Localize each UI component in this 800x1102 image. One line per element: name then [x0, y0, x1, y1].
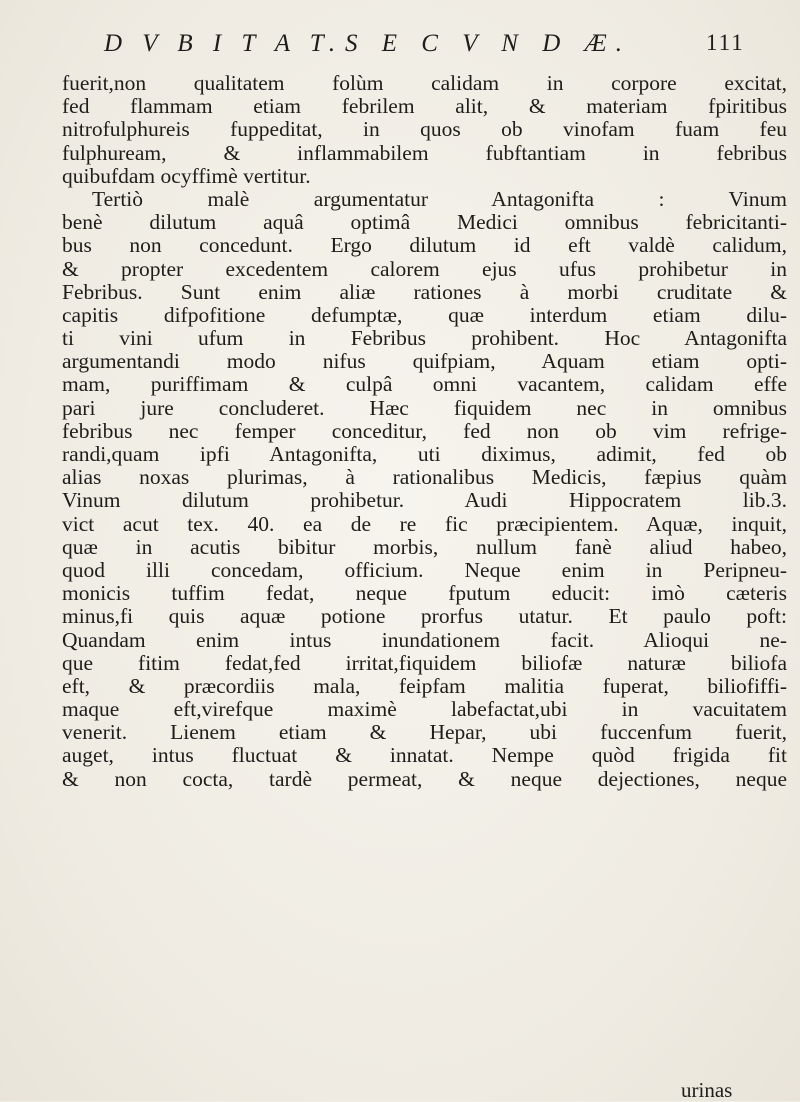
text-line: febribus nec femper conceditur, fed non ob vim refrige-: [62, 419, 787, 443]
text-line: fuerit,non qualitatem folùm calidam in corpore excitat,: [62, 72, 787, 95]
text-line: & propter excedentem calorem ejus ufus prohibetur in: [62, 257, 787, 281]
catchword: urinas: [681, 1078, 733, 1102]
text-line: capitis difpofitione defumptæ, quæ interdum etiam dilu-: [62, 303, 787, 327]
text-line: alias noxas plurimas, à rationalibus Medicis, fæpius quàm: [62, 466, 787, 490]
text-line: pari jure concluderet. Hæc fiquidem nec in omnibus: [62, 396, 787, 420]
text-line: quæ in acutis bibitur morbis, nullum fanè aliud habeo,: [62, 535, 787, 559]
running-head: [0, 30, 800, 64]
text-line: ti vini ufum in Febribus prohibent. Hoc Antagonifta: [62, 327, 787, 351]
text-line: Vinum dilutum prohibetur. Audi Hippocratem lib.3.: [62, 489, 787, 513]
text-line: quibufdam ocyffimè vertitur.: [62, 164, 311, 188]
text-line: auget, intus fluctuat & innatat. Nempe quòd frigida fit: [62, 744, 787, 768]
text-line: randi,quam ipfi Antagonifta, uti diximus, adimit, fed ob: [62, 443, 787, 466]
text-line: venerit. Lienem etiam & Hepar, ubi fuccenfum fuerit,: [62, 721, 787, 745]
running-head-right: S E C V N D Æ.: [345, 30, 631, 57]
text-line: monicis tuffim fedat, neque fputum educit: imò cæteris: [62, 582, 787, 606]
text-line: minus,fi quis aquæ potione prorfus utatur. Et paulo poft:: [62, 605, 787, 629]
text-line: benè dilutum aquâ optimâ Medici omnibus febricitanti-: [62, 211, 787, 235]
text-line: maque eft,virefque maximè labefactat,ubi in vacuitatem: [62, 698, 787, 722]
text-line: nitrofulphureis fuppeditat, in quos ob vinofam fuam feu: [62, 118, 787, 142]
text-line: Febribus. Sunt enim aliæ rationes à morbi cruditate &: [62, 280, 787, 304]
text-line: vict acut tex. 40. ea de re fic præcipientem. Aquæ, inquit,: [62, 512, 787, 536]
page-number: 111: [706, 30, 745, 55]
text-line: eft, & præcordiis mala, feipfam malitia fuperat, biliofiffi-: [62, 674, 787, 698]
text-line: fed flammam etiam febrilem alit, & materiam fpiritibus: [62, 95, 787, 119]
text-line: quod illi concedam, officium. Neque enim in Peripneu-: [62, 558, 787, 582]
text-line: mam, puriffimam & culpâ omni vacantem, calidam effe: [62, 373, 787, 397]
running-head-left: D V B I T A T.: [104, 30, 343, 57]
text-line: Quandam enim intus inundationem facit. Alioqui ne-: [62, 628, 787, 652]
text-line: argumentandi modo nifus quifpiam, Aquam etiam opti-: [62, 350, 787, 374]
text-line: & non cocta, tardè permeat, & neque dejectiones, neque: [62, 767, 787, 791]
body-text: [62, 72, 787, 791]
text-line: que fitim fedat,fed irritat,fiquidem biliofæ naturæ biliofa: [62, 651, 787, 675]
text-line: Tertiò malè argumentatur Antagonifta : Vinum: [92, 187, 787, 211]
text-line: bus non concedunt. Ergo dilutum id eft valdè calidum,: [62, 234, 787, 258]
text-line: fulphuream, & inflammabilem fubftantiam in febribus: [62, 141, 787, 165]
